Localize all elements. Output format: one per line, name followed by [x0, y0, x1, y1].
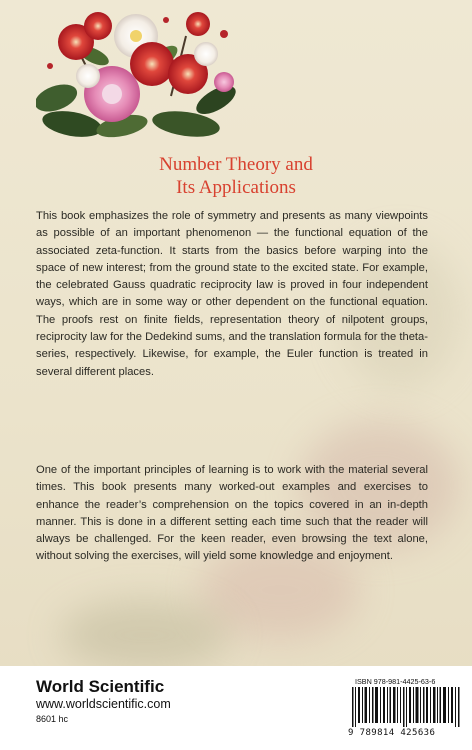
description-paragraph-2: One of the important principles of learning is to work with the material several times. This book presents many worked-out examples and exercises to enhance the reader’s comprehension on the topics covered in an in-depth manner. This is done in a different setting each time such that the reader will always be challenged. For the keen reader, even browsing the text alone, without solving the exercises, will yield some knowledge and enjoyment. — [36, 464, 428, 563]
book-title-line-1: Number Theory and — [159, 154, 313, 175]
peony-flower-painting-icon — [36, 6, 238, 142]
barcode-number: 9 789814 425636 — [348, 728, 436, 738]
description-paragraph-1: This book emphasizes the role of symmetry and presents as many viewpoints as possible of an important phenomenon — the functional equation of the associated zeta-function. It starts from the basics before warping into the space of new interest; from the ground state to the excited state. For example, the celebrated Gauss quadratic reciprocity law is proved in four independent ways, which are in some way or other dependent on the functional equation. The proofs rest on finite fields, representation theory of nilpotent groups, reciprocity law for the Dedekind sums, and the translation formula for the theta-series, respectively. Likewise, for example, the Euler function is treated in several different places. — [36, 210, 428, 378]
publisher-name: World Scientific — [36, 677, 165, 696]
barcode-icon — [352, 687, 462, 727]
book-title-line-2: Its Applications — [176, 177, 296, 198]
product-code: 8601 hc — [36, 714, 69, 724]
background-leaf-wash — [60, 600, 230, 670]
publisher-website[interactable]: www.worldscientific.com — [36, 697, 171, 711]
isbn-label: ISBN 978-981-4425-63-6 — [355, 677, 436, 686]
